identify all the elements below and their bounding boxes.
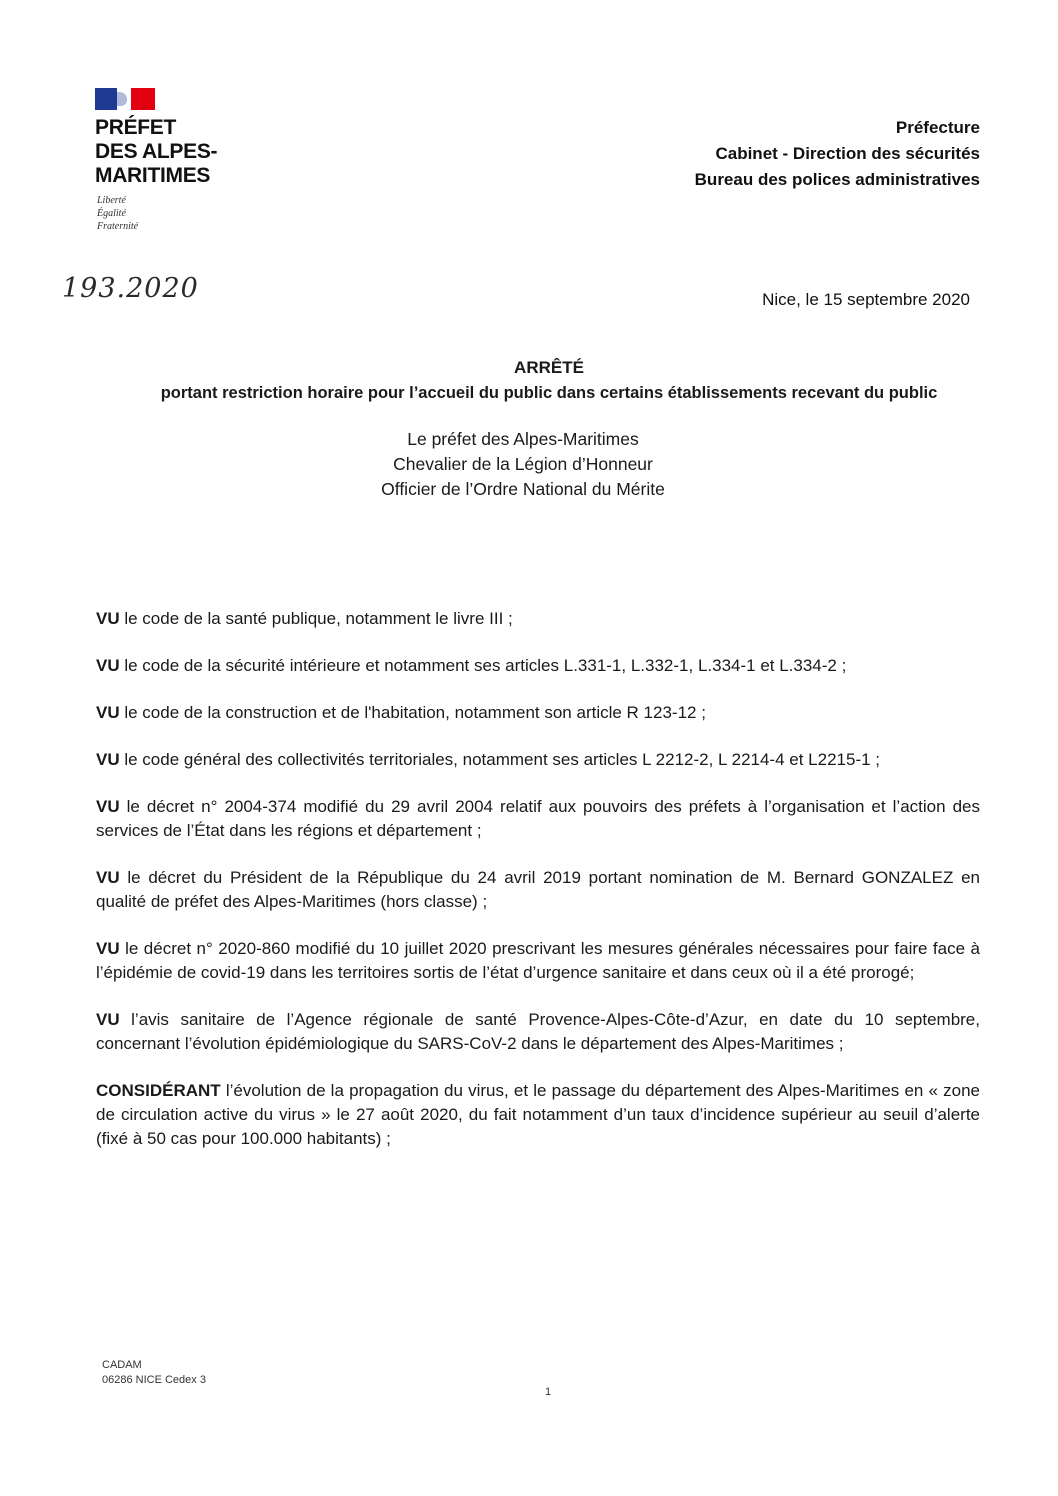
title-heading: ARRÊTÉ (514, 358, 584, 377)
paragraph-considerant (96, 1079, 980, 1151)
title-subject: portant restriction horaire pour l’accueil du public dans certains établissements recevant du public (160, 384, 938, 402)
paragraph-lead: VU (96, 750, 120, 769)
republic-motto (97, 194, 138, 233)
paragraph-text: le décret n° 2020-860 modifié du 10 juillet 2020 prescrivant les mesures générales nécessaires pour faire face à l’épidémie de covid-19 dans les territoires sortis de l’état d’urgence sanitaire et dans ceux où il a été prorogé; (96, 939, 980, 982)
prefet-line-3: Officier de l’Ordre National du Mérite (381, 479, 665, 499)
footer-address-line-1: CADAM (102, 1359, 142, 1371)
paragraph-text: le code de la santé publique, notamment le livre III ; (119, 609, 513, 628)
paragraph-lead: VU (96, 797, 120, 816)
prefet-line-2: Chevalier de la Légion d’Honneur (393, 454, 653, 474)
office-header (695, 115, 980, 193)
republique-flag-logo (95, 88, 155, 110)
paragraph-text: le code général des collectivités territoriales, notamment ses articles L 2212-2, L 2214-4 et L2215-1 ; (119, 750, 881, 769)
office-line-cabinet: Cabinet - Direction des sécurités (715, 144, 980, 163)
paragraph-text: le décret n° 2004-374 modifié du 29 avril 2004 relatif aux pouvoirs des préfets à l’organisation et l’action des services de l’État dans les régions et département ; (96, 797, 980, 840)
paragraph-vu-sante (96, 607, 980, 631)
flag-white-band (117, 88, 131, 110)
paragraph-lead: VU (96, 703, 120, 722)
paragraph-text: le code de la construction et de l'habitation, notamment son article R 123-12 ; (119, 703, 706, 722)
footer-address-line-2: 06286 NICE Cedex 3 (102, 1374, 206, 1386)
paragraph-lead: VU (96, 609, 120, 628)
flag-blue-band (95, 88, 117, 110)
paragraph-vu-construction (96, 701, 980, 725)
paragraph-lead: VU (96, 1010, 120, 1029)
paragraph-lead: VU (96, 656, 120, 675)
paragraph-vu-decret-2020 (96, 937, 980, 985)
paragraph-vu-decret-2004 (96, 795, 980, 843)
document-title (60, 355, 1038, 405)
paragraph-vu-nomination (96, 866, 980, 914)
logo-line-2: DES ALPES- (95, 140, 218, 163)
motto-fraternite: Fraternité (97, 221, 139, 232)
motto-liberte: Liberté (97, 195, 126, 206)
paragraph-text: l’évolution de la propagation du virus, et le passage du département des Alpes-Maritimes en « zone de circulation active du virus » le 27 août 2020, du fait notamment d’un taux d’incidence supérieur au seuil d’alerte (fixé à 50 cas pour 100.000 habitants) ; (96, 1081, 980, 1148)
prefet-line-1: Le préfet des Alpes-Maritimes (407, 429, 639, 449)
paragraph-lead: CONSIDÉRANT (96, 1081, 221, 1100)
motto-egalite: Égalité (97, 208, 126, 219)
prefet-logo-title (95, 116, 217, 188)
paragraph-text: le décret du Président de la République du 24 avril 2019 portant nomination de M. Bernard GONZALEZ en qualité de préfet des Alpes-Maritimes (hors classe) ; (96, 868, 980, 911)
logo-line-1: PRÉFET (95, 116, 177, 139)
paragraph-vu-avis-ars (96, 1008, 980, 1056)
office-line-bureau: Bureau des polices administratives (694, 170, 980, 189)
handwritten-arrete-number: 193.2020 (62, 273, 199, 304)
place-date: Nice, le 15 septembre 2020 (762, 290, 970, 309)
paragraph-text: l’avis sanitaire de l’Agence régionale de santé Provence-Alpes-Côte-d’Azur, en date du 10 septembre, concernant l’évolution épidémiologique du SARS-CoV-2 dans le département des Alpes-Maritimes ; (96, 1010, 980, 1053)
paragraph-vu-securite (96, 654, 980, 678)
page-number: 1 (545, 1386, 552, 1398)
logo-line-3: MARITIMES (95, 164, 211, 187)
footer-address (102, 1358, 206, 1388)
office-line-prefecture: Préfecture (895, 118, 980, 137)
prefet-identity (60, 427, 986, 502)
paragraph-vu-collectivites (96, 748, 980, 772)
paragraph-lead: VU (96, 939, 120, 958)
paragraph-lead: VU (96, 868, 120, 887)
document-body (96, 607, 980, 1174)
flag-red-band (131, 88, 155, 110)
paragraph-text: le code de la sécurité intérieure et notamment ses articles L.331-1, L.332-1, L.334-1 et L.334-2 ; (119, 656, 847, 675)
